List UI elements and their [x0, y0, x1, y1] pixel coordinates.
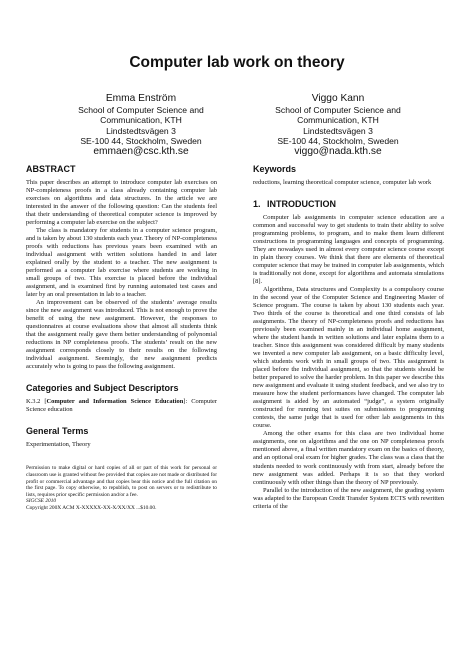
category-term: Computer and Information Science Education — [46, 398, 184, 406]
section-title: INTRODUCTION — [267, 199, 336, 210]
author-name: Viggo Kann — [311, 93, 365, 104]
intro-paragraph: Parallel to the introduction of the new assignment, the grading system was adapted to the European Credit Transfer System ECTS with rewritten criteria of the — [253, 486, 444, 510]
category-code: K.3.2 [ — [26, 398, 47, 406]
keywords-text: reductions, learning theoretical computer science, computer lab work — [253, 179, 432, 186]
introduction-heading — [253, 199, 444, 210]
author-org: Communication, KTH — [297, 115, 379, 126]
copyright-footnote — [26, 465, 217, 511]
intro-paragraph: Algorithms, Data structures and Complexity is a compulsory course in the second year of the Computer Science and Engineering Master of Science program. The course is taken by about 130 students each year. Two thirds of the course is theoretical and one third consists of lab assignments. The theory of NP-completeness proofs and reductions has previously been examined mainly in an individual home assignment, where the student hands in written solutions and later explains them to a teacher. Since this assignment was considered difficult by many students we invented a new computer lab assignment, on a basic difficulty level, which students work with in small groups of two. This assignment is placed before the individual assignment, so that the students should be better prepared to solve the harder problem. In this paper we describe this new assignment and evaluate it using student feedback, and we also try to measure how the student performances have changed. The computer lab assignment is aided by an automated “judge”, a system originally constructed for running test suites on submissions to programming contests, the same judge that is used for other lab assignments in this course. — [253, 286, 444, 430]
left-column — [26, 164, 217, 512]
right-column — [253, 164, 444, 511]
categories-heading: Categories and Subject Descriptors — [26, 383, 179, 394]
author-street: Lindstedtsvägen 3 — [106, 125, 176, 136]
abstract-paragraph: An improvement can be observed of the students’ average results since the new assignment was introduced. This is not enough to prove the benefit of using the new assignment. However, the responses to questionnaires at course evaluations show that almost all students think that the assignment really gave them better understanding of polynomial reductions in NP completeness proofs. The students’ result on the new assignment corresponds closely to their results on the following individual assignment. Seemingly, the new assignment predicts accurately who is going to pass the following assignment. — [26, 299, 217, 371]
copyright-line: Copyright 200X ACM X-XXXXX-XX-X/XX/XX ...$10.00. — [26, 504, 157, 511]
author-city: SE-100 44, Stockholm, Sweden — [277, 135, 399, 146]
author-dept: School of Computer Science and — [78, 105, 204, 115]
author-city: SE-100 44, Stockholm, Sweden — [80, 135, 202, 146]
section-number: 1. — [253, 199, 261, 210]
paper-title: Computer lab work on theory — [129, 54, 345, 71]
conference-name: SIGCSE 2010 — [26, 498, 57, 505]
author-org: Communication, KTH — [100, 115, 182, 126]
author-dept: School of Computer Science and — [275, 105, 401, 115]
author-email: viggo@nada.kth.se — [294, 146, 382, 158]
author-block-2 — [238, 93, 438, 158]
author-street: Lindstedtsvägen 3 — [303, 125, 373, 136]
keywords-heading: Keywords — [253, 164, 297, 174]
category-rest: ]: Computer Science education — [26, 398, 217, 414]
permission-notice: Permission to make digital or hard copies of all or part of this work for personal or classroom use is granted without fee provided that copies are not made or distributed for profit or commercial advantage and that copies bear this notice and the full citation on the first page. To copy otherwise, to republish, to post on servers or to redistribute to lists, requires prior specific permission and/or a fee. — [26, 465, 217, 498]
author-block-1 — [41, 93, 241, 158]
categories-text — [26, 398, 217, 414]
intro-paragraph: Computer lab assignments in computer science education are a common and successful way to get students to train their ability to solve programming problems, to program, and to make them learn different constructions in programming languages and concepts of programming. They are nowadays used in almost every computer science course except in plain theory courses. We think that there are elements of theoretical computer science that may be trained in computer lab assignments, which is traditionally not done, except for algorithms and automata simulations [8]. — [253, 214, 444, 286]
intro-paragraph: Among the other exams for this class are two individual home assignments, one on algorithms and the one on NP completeness proofs mentioned above, a final written mandatory exam on the basics of theory, and an optional oral exam for higher grades. The class was a class that the students needed to work continuously with from start, already before the new assignment was added. Perhaps it is so that they worked continuously with other things than the theory of NP previously. — [253, 430, 444, 486]
abstract-heading: ABSTRACT — [26, 164, 76, 174]
general-terms-text: Experimentation, Theory — [26, 441, 91, 449]
abstract-paragraph: This paper describes an attempt to introduce computer lab exercises on NP-completeness proofs in a class already containing computer lab exercises on algorithms and data structures. In the article we are interested in the answer of the following question: Can the students feel that their understanding of theoretical computer science is improved by performing a computer lab exercise on the subject? — [26, 179, 217, 227]
author-email: emmaen@csc.kth.se — [93, 146, 189, 158]
author-name: Emma Enström — [105, 93, 177, 104]
general-terms-heading: General Terms — [26, 426, 89, 437]
abstract-paragraph: The class is mandatory for students in a computer science program, and is taken by about 130 students each year. Theory of NP-completeness proofs with reductions has previous years been examined with an individual assignment with written solutions handed in and later explained orally by the student to a teacher. The new assignment is performed as a computer lab exercise where students are working in small groups of two. This exercise is placed before the individual assignment, and is examined first by running automated test cases and later by an oral presentation in lab to a teacher. — [26, 227, 217, 299]
